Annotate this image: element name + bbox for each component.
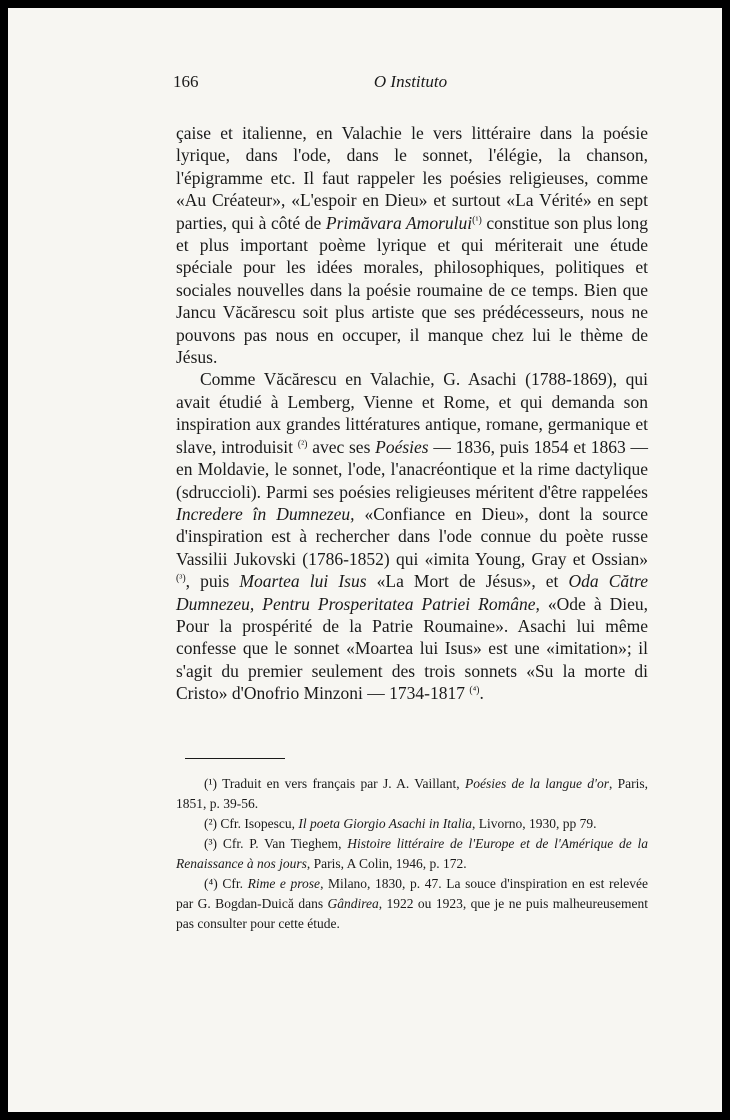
footnote-2 — [176, 814, 648, 834]
text-run: , puis — [185, 571, 240, 592]
text-run: Cfr. — [222, 876, 248, 891]
footnote-mark: (²) — [204, 816, 218, 831]
footnote-ref-3: (³) — [176, 573, 186, 585]
italic-title: Poésies — [375, 436, 429, 457]
italic-title: Oda Către Dumnezeu, Pentru Prosperitatea Patriei Române, — [176, 571, 648, 614]
italic-title: Il poeta Giorgio Asachi in Italia — [298, 816, 473, 831]
document-page — [8, 8, 722, 1112]
footnote-ref-4: (⁴) — [469, 685, 480, 697]
journal-title: O Instituto — [373, 72, 448, 91]
text-run: çaise et italienne, en Valachie le vers littéraire dans la poésie lyrique, dans l'ode, dans le sonnet, l'élégie, la chanson, l'épigramme etc. Il faut rappeler les poésies religieuses, comme «Au Créateur», «L'espoir en Dieu» et surtout «La Vérité» en sept parties, qui à côté de — [176, 123, 648, 233]
text-run: constitue son plus long et plus important poème lyrique et qui mériterait une étude spéciale pour les idées morales, philosophiques, politiques et sociales nouvelles dans la poésie roumaine de ce temps. Bien que Jancu Văcărescu soit plus artiste que ses prédécesseurs, nous ne pouvons pas nous en occuper, il manque chez lui le thème de Jésus. — [176, 212, 648, 368]
footnote-divider — [185, 758, 285, 759]
footnote-ref-1: (¹) — [472, 214, 482, 226]
footnote-4 — [176, 874, 648, 934]
text-run: Cfr. Isopescu, — [220, 816, 299, 831]
footnotes — [176, 774, 648, 934]
italic-title: Histoire littéraire de l'Europe et de l'Amérique de la Renaissance à nos jours — [176, 836, 649, 871]
text-run: . — [479, 683, 484, 704]
italic-title: Primăvara Amorului — [325, 212, 473, 233]
text-run: — 1836, puis 1854 et 1863 — en Moldavie, le sonnet, l'ode, l'anacréontique et la rime dactylique (sdruccioli). Parmi ses poésies religieuses méritent d'être rappelées — [176, 436, 648, 502]
footnote-mark: (³) — [204, 836, 218, 851]
text-run: Comme Văcărescu en Valachie, G. Asachi (1788-1869), qui avait étudié à Lemberg, Vienne et Rome, et qui demanda son inspiration aux grandes littératures antique, romane, germanique et slave, introduisit — [176, 369, 648, 457]
footnote-ref-2: (²) — [297, 438, 308, 450]
running-header — [173, 72, 648, 96]
footnote-1 — [176, 774, 648, 814]
text-run: avec ses — [307, 436, 376, 457]
text-run: Cfr. P. Van Tieghem, — [222, 836, 348, 851]
footnote-3 — [176, 834, 648, 874]
text-run: , Livorno, 1930, pp 79. — [472, 816, 597, 831]
text-run: , Paris, A Colin, 1946, p. 172. — [306, 856, 467, 871]
page-number: 166 — [173, 72, 199, 91]
italic-title: Gândirea — [327, 896, 379, 911]
text-run: «Confiance en Dieu», dont la source d'inspiration est à rechercher dans l'ode connue du poète russe Vassilii Jukovski (1786-1852) qui «imita Young, Gray et Ossian» — [176, 503, 648, 569]
text-run: «Ode à Dieu, Pour la prospérité de la Patrie Roumaine». Asachi lui même confesse que le sonnet «Moartea lui Isus» est une «imitation»; il s'agit du premier seulement des trois sonnets «Su la morte di Cristo» d'Onofrio Minzoni — 1734-1817 — [176, 593, 648, 704]
text-run: , 1922 ou 1923, que je ne puis malheureusement pas consulter pour cette étude. — [176, 896, 648, 931]
footnote-mark: (¹) — [204, 776, 218, 791]
footnote-mark: (⁴) — [204, 876, 218, 891]
text-run: , Milano, 1830, p. 47. La souce d'inspiration en est relevée par G. Bogdan-Duică dans — [176, 876, 648, 911]
italic-title: Incredere în Dumnezeu, — [176, 503, 355, 524]
italic-title: Moartea lui Isus — [239, 571, 367, 592]
text-run: , Paris, 1851, p. 39-56. — [176, 776, 648, 811]
text-run: «La Mort de Jésus», et — [366, 571, 569, 592]
paragraph-2 — [176, 368, 648, 704]
italic-title: Poésies de la langue d'or — [464, 776, 609, 791]
paragraph-1 — [176, 122, 648, 368]
text-run: Traduit en vers français par J. A. Vaillant, — [222, 776, 465, 791]
italic-title: Rime e prose — [247, 876, 321, 891]
body-text — [176, 122, 648, 705]
